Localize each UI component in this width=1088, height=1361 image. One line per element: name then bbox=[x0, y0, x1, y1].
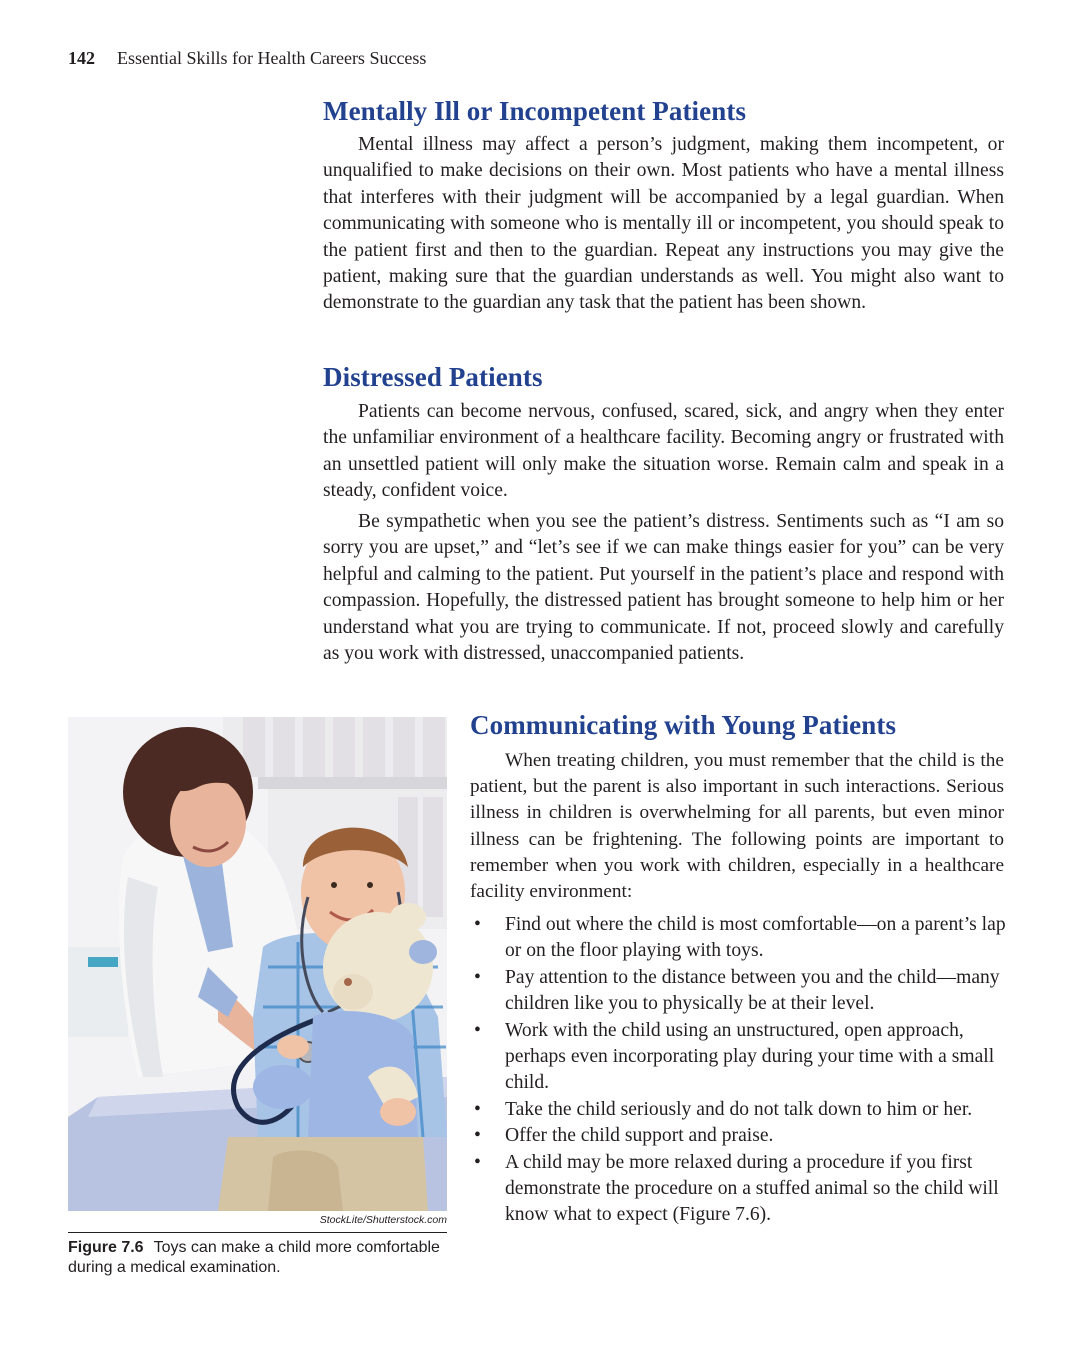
bullet-icon: • bbox=[474, 1098, 481, 1120]
bullet-icon: • bbox=[474, 914, 481, 935]
bullet-icon: • bbox=[474, 966, 481, 988]
heading-young-patients: Communicating with Young Patients bbox=[470, 710, 897, 740]
bullet-icon: • bbox=[474, 1125, 481, 1147]
bullet-icon: • bbox=[474, 1151, 481, 1173]
list-item: • Offer the child support and praise. bbox=[470, 1123, 1010, 1149]
paragraph-mentally-ill-1: Mental illness may affect a person’s judgment, making them incompetent, or unqualified to make decisions on their own. Most patients who have a mental illness that interferes with their judgment will be accompanied by a legal guardian. When communicating with someone who is mentally ill or incompetent, you should speak to the patient first and then to the guardian. Repeat any instructions you may give the patient, making sure that the guardian understands as well. You might also want to demonstrate to the guardian any task that the patient has been shown. bbox=[323, 134, 1004, 314]
book-title: Essential Skills for Health Careers Success bbox=[117, 48, 427, 68]
figure-caption bbox=[68, 1238, 453, 1278]
paragraph-distressed-1: Patients can become nervous, confused, scared, sick, and angry when they enter the unfamiliar environment of a healthcare facility. Becoming angry or frustrated with an unsettled patient will only make the situation worse. Remain calm and speak in a steady, confident voice. bbox=[323, 401, 1004, 502]
paragraph-distressed-2: Be sympathetic when you see the patient’s distress. Sentiments such as “I am so sorry you are upset,” and “let’s see if we can make things easier for you” can be very helpful and calming to the patient. Put yourself in the patient’s place and respond with compassion. Hopefully, the distressed patient has brought someone to help him or her understand what you are trying to communicate. If not, proceed slowly and carefully as you work with distressed, unaccompanied patients. bbox=[323, 511, 1004, 665]
page-number: 142 bbox=[68, 48, 95, 68]
photo-credit: StockLite/Shutterstock.com bbox=[319, 1214, 447, 1226]
bullet-list bbox=[470, 912, 1010, 1229]
caption-divider bbox=[68, 1232, 447, 1233]
bullet-icon: • bbox=[474, 1019, 481, 1041]
caption-text: Toys can make a child more comfortable during a medical examination. bbox=[68, 1239, 440, 1276]
doctor-child-illustration bbox=[68, 717, 447, 1211]
figure-photo bbox=[68, 717, 447, 1211]
list-item: • Work with the child using an unstructured, open approach, perhaps even incorporating play during your time with a small child. bbox=[474, 1019, 995, 1094]
running-head bbox=[68, 48, 426, 69]
list-item: • Take the child seriously and do not talk down to him or her. bbox=[470, 1097, 1010, 1123]
list-item: • A child may be more relaxed during a procedure if you first demonstrate the procedure on a stuffed animal so the child will know what to expect (Figure 7.6). bbox=[474, 1151, 999, 1226]
list-item: • Pay attention to the distance between you and the child—many children like you to physically be at their level. bbox=[474, 966, 1000, 1015]
heading-distressed: Distressed Patients bbox=[323, 362, 543, 392]
figure-label: Figure 7.6 bbox=[68, 1239, 144, 1256]
paragraph-young-patients-1: When treating children, you must remember that the child is the patient, but the parent is also important in such interactions. Serious illness in children is overwhelming for all parents, but even minor illness can be frightening. The following points are important to remember when you work with children, especially in a healthcare facility environment: bbox=[470, 750, 1004, 903]
list-item: • Find out where the child is most comfortable—on a parent’s lap or on the floor playing with toys. bbox=[474, 914, 1006, 962]
heading-mentally-ill: Mentally Ill or Incompetent Patients bbox=[323, 96, 747, 126]
